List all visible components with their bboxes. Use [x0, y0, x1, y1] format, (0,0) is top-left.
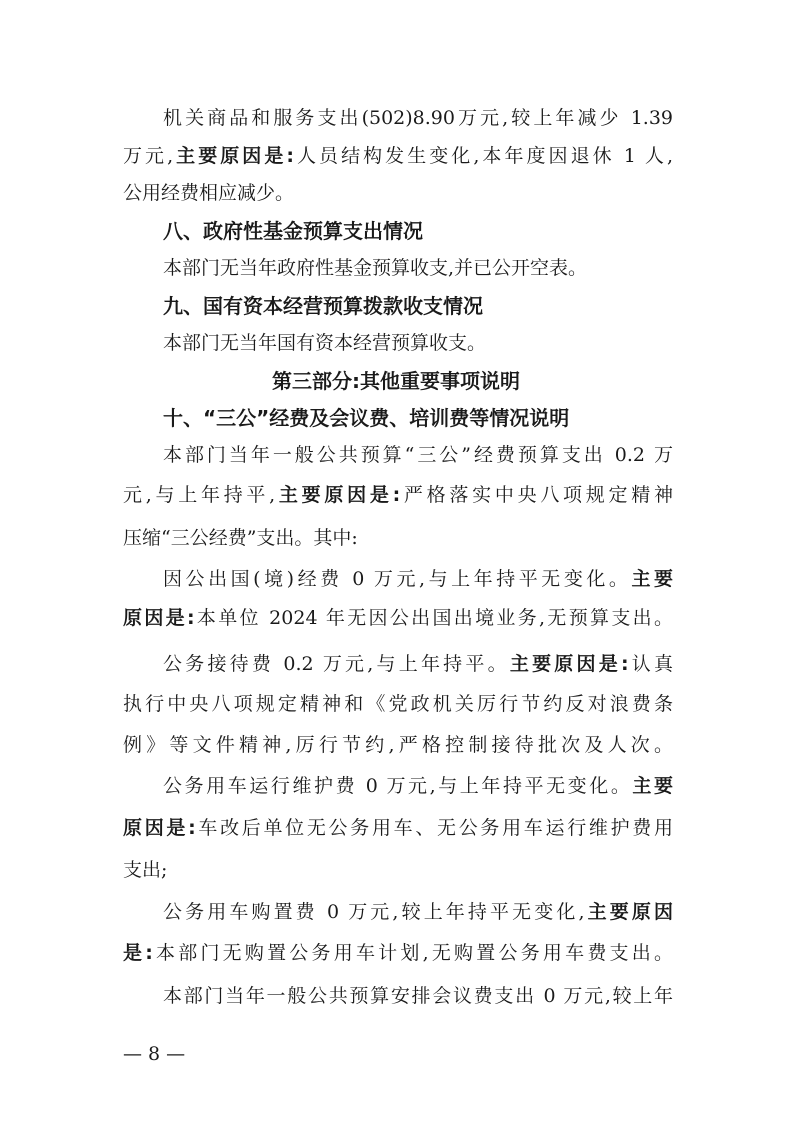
paragraph-line — [163, 254, 673, 282]
paragraph-line — [123, 939, 673, 967]
paragraph-line — [123, 604, 673, 632]
text-run: 压缩“三公经费”支出。其中: — [123, 527, 358, 549]
paragraph-line — [163, 565, 673, 593]
text-run: 本部门无当年国有资本经营预算收支。 — [163, 332, 487, 354]
paragraph-line — [163, 650, 673, 678]
paragraph-line — [163, 772, 673, 800]
text-run: 万元, — [123, 145, 174, 167]
bold-text-run: 主要 — [632, 775, 673, 797]
page-number: — 8 — — [123, 1043, 186, 1065]
text-run: 人员结构发生变化,本年度因退休 1 人, — [293, 145, 673, 167]
bold-text-run: 原因是: — [123, 607, 195, 629]
paragraph-line — [123, 481, 673, 509]
text-run: 因公出国(境)经费 0 万元,与上年持平无变化。 — [163, 568, 632, 590]
text-run: 车改后单位无公务用车、无公务用车运行维护费用 — [195, 817, 673, 839]
bold-text-run: 主要原因是: — [173, 145, 294, 167]
bold-text-run: 主要 — [631, 568, 673, 590]
text-run: 公务接待费 0.2 万元,与上年持平。 — [163, 653, 510, 675]
text-run: 机关商品和服务支出(502)8.90万元,较上年减少 1.39 — [163, 107, 673, 129]
bold-text-run: 原因是: — [123, 817, 196, 839]
paragraph-line — [123, 690, 673, 718]
section-heading-10: 十、“三公”经费及会议费、培训费等情况说明 — [163, 406, 570, 430]
text-run: 本部门无购置公务用车计划,无购置公务用车费支出。 — [152, 942, 673, 964]
bold-text-run: 主要原因是: — [275, 484, 401, 506]
paragraph-line — [123, 142, 673, 170]
bold-text-run: 是: — [123, 942, 153, 964]
paragraph-line — [123, 179, 673, 207]
text-run: 严格落实中央八项规定精神 — [400, 484, 673, 506]
paragraph-line — [163, 329, 673, 357]
bold-text-run: 主要原因是: — [509, 653, 629, 675]
text-run: 元,与上年持平, — [123, 484, 276, 506]
paragraph-line — [163, 441, 673, 469]
text-run: 本部门当年一般公共预算“三公”经费预算支出 0.2 万 — [163, 444, 673, 466]
text-run: 公务用车购置费 0 万元,较上年持平无变化, — [163, 901, 585, 923]
paragraph-line — [123, 731, 673, 759]
paragraph-line — [123, 814, 673, 842]
bold-text-run: 主要原因 — [584, 901, 673, 923]
part-heading: 第三部分:其他重要事项说明 — [272, 369, 520, 393]
text-run: 公务用车运行维护费 0 万元,与上年持平无变化。 — [163, 775, 633, 797]
text-run: 本部门无当年政府性基金预算收支,并已公开空表。 — [163, 257, 588, 279]
text-run: 本单位 2024 年无因公出国出境业务,无预算支出。 — [194, 607, 673, 629]
text-run: 例》等文件精神,厉行节约,严格控制接待批次及人次。 — [123, 734, 673, 756]
paragraph-line — [123, 524, 673, 552]
section-heading-9: 九、国有资本经营预算拨款收支情况 — [163, 294, 483, 318]
section-heading-8: 八、政府性基金预算支出情况 — [163, 219, 423, 243]
paragraph-line — [123, 856, 673, 884]
paragraph-line — [163, 104, 673, 132]
text-run: 执行中央八项规定精神和《党政机关厉行节约反对浪费条 — [123, 693, 673, 715]
text-run: 公用经费相应减少。 — [123, 182, 295, 204]
paragraph-line — [163, 982, 673, 1010]
text-run: 支出; — [123, 859, 168, 881]
text-run: 认真 — [628, 653, 673, 675]
paragraph-line — [163, 898, 673, 926]
text-run: 本部门当年一般公共预算安排会议费支出 0 万元,较上年 — [163, 985, 673, 1007]
